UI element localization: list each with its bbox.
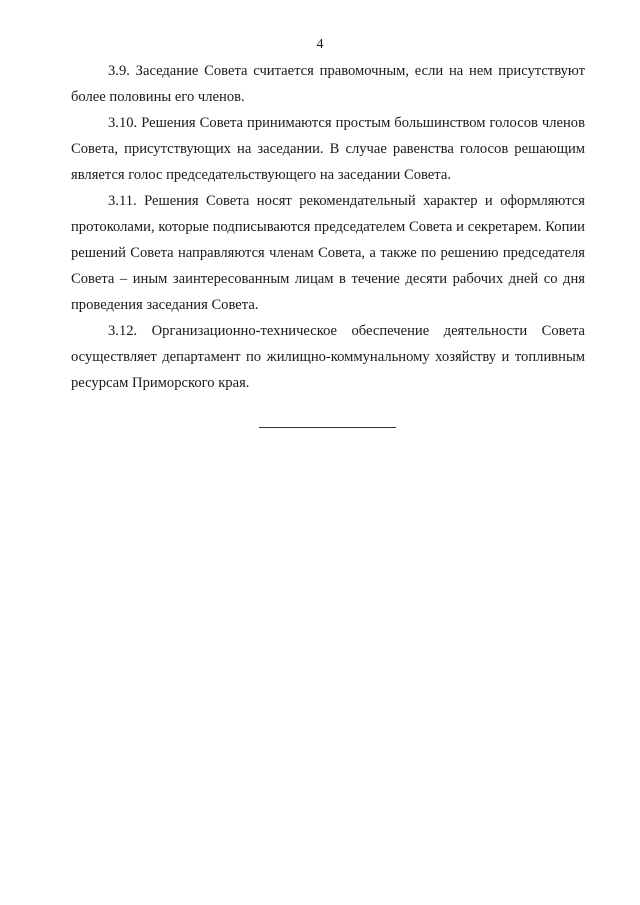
- end-divider-line: [259, 427, 396, 428]
- paragraph-3-9: 3.9. Заседание Совета считается правомочным, если на нем присутствуют более половины его членов.: [71, 63, 585, 105]
- document-body: [71, 58, 585, 396]
- paragraph-3-10: 3.10. Решения Совета принимаются простым большинством голосов членов Совета, присутствующих на заседании. В случае равенства голосов решающим является голос председательствующего на заседании Совета.: [71, 115, 585, 183]
- page-number: 4: [316, 37, 324, 52]
- paragraph-3-12: 3.12. Организационно-техническое обеспечение деятельности Совета осуществляет департамент по жилищно-коммунальному хозяйству и топливным ресурсам Приморского края.: [71, 323, 585, 391]
- paragraph-3-11: 3.11. Решения Совета носят рекомендательный характер и оформляются протоколами, которые подписываются председателем Совета и секретарем. Копии решений Совета направляются членам Совета, а также по решению председателя Совета – иным заинтересованным лицам в течение десяти рабочих дней со дня проведения заседания Совета.: [71, 193, 585, 313]
